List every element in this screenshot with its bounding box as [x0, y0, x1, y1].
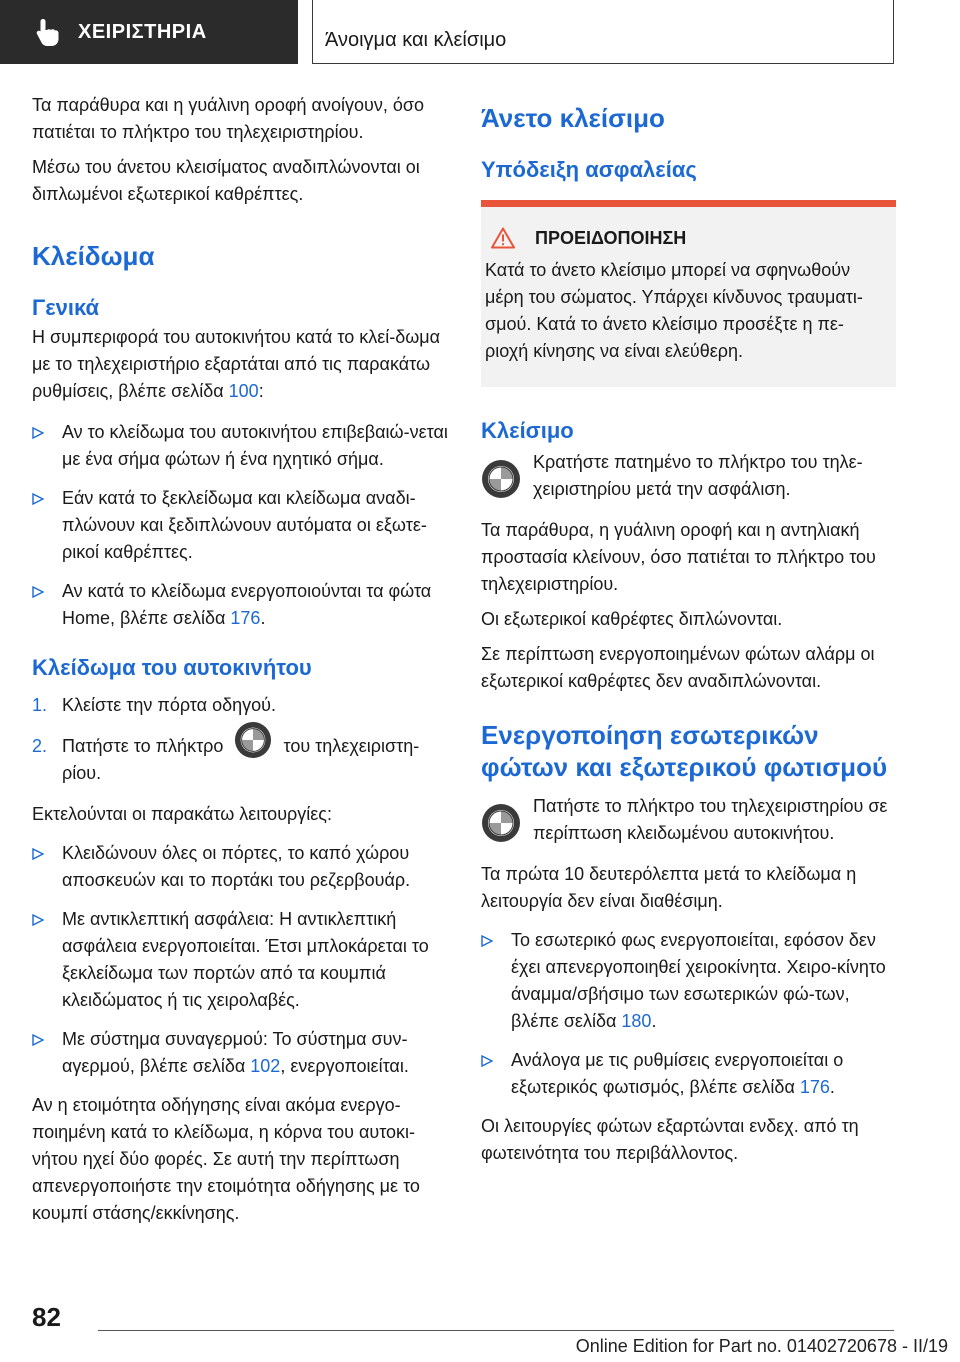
general-paragraph: Η συμπεριφορά του αυτοκινήτου κατά το κλεί-δωμα με το τηλεχειριστήριο εξαρτάται από τις παρακάτω ρυθμίσεις, βλέπε σελίδα 100:	[32, 327, 441, 401]
hand-pointer-icon	[34, 17, 62, 47]
page-number: 82	[32, 1302, 61, 1332]
list-item: Με αντικλεπτική ασφάλεια: Η αντικλεπτική ασφάλεια ενεργοποιείται. Έτσι μπλοκάρεται το ξεκλείδωμα των πορτών από τα κουμπιά κλειδώματος ή τις χειρολαβές.	[32, 906, 448, 1014]
step-item: 1. Κλείστε την πόρτα οδηγού.	[32, 695, 276, 715]
warning-triangle-icon	[491, 227, 515, 249]
closing-paragraph-3: Σε περίπτωση ενεργοποιημένων φώτων αλάρμ οι εξωτερικοί καθρέφτες δεν αναδιπλώνονται.	[481, 644, 875, 691]
list-item: Με σύστημα συναγερμού: Το σύστημα συν-αγερμού, βλέπε σελίδα 102, ενεργοποιείται.	[32, 1026, 448, 1080]
header-chapter-box	[312, 0, 894, 64]
header-section-label: ΧΕΙΡΙΣΤΗΡΙΑ	[78, 20, 207, 43]
bmw-key-button-icon	[481, 459, 521, 499]
list-item: Αν κατά το κλείδωμα ενεργοποιούνται τα φώτα Home, βλέπε σελίδα 176.	[32, 578, 448, 632]
heading-car-lock: Κλείδωμα του αυτοκινήτου	[32, 655, 312, 680]
lights-paragraph-2: Οι λειτουργίες φώτων εξαρτώνται ενδεχ. από τη φωτεινότητα του περιβάλλοντος.	[481, 1116, 859, 1163]
intro-paragraph-1: Τα παράθυρα και η γυάλινη οροφή ανοίγουν, όσο πατιέται το πλήκτρο του τηλεχειριστηρίου.	[32, 95, 424, 142]
chapter-title: Άνοιγμα και κλείσιμο	[325, 29, 507, 51]
lights-paragraph-1: Τα πρώτα 10 δευτερόλεπτα μετά το κλείδωμα η λειτουργία δεν είναι διαθέσιμη.	[481, 864, 857, 911]
triangle-bullet-icon	[481, 935, 493, 947]
list-item: Εάν κατά το ξεκλείδωμα και κλείδωμα αναδι-πλώνουν και ξεδιπλώνουν αυτόματα οι εξωτε-ρικοί καθρέπτες.	[32, 485, 448, 566]
heading-lights: Ενεργοποίηση εσωτερικών φώτων και εξωτερικού φωτισμού	[481, 720, 888, 782]
heading-closing: Κλείσιμο	[481, 418, 574, 443]
step-item: 2. Πατήστε το πλήκτρο του τηλεχειριστη-ρίου.	[32, 733, 448, 787]
intro-paragraph-2: Μέσω του άνετου κλεισίματος αναδιπλώνονται οι διπλωμένοι εξωτερικοί καθρέπτες.	[32, 157, 420, 204]
warning-text: Κατά το άνετο κλείσιμο μπορεί να σφηνωθούν μέρη του σώματος. Υπάρχει κίνδυνος τραυματι-σμού. Κατά το άνετο κλείσιμο προσέξτε η πε-ριοχή κίνησης να είναι ελεύθερη.	[485, 260, 863, 361]
lights-instruction: Πατήστε το πλήκτρο του τηλεχειριστηρίου σε περίπτωση κλειδωμένου αυτοκινήτου.	[481, 793, 896, 847]
closing-paragraph-1: Τα παράθυρα, η γυάλινη οροφή και η αντηλιακή προστασία κλείνουν, όσο πατιέται το πλήκτρο του τηλεχειριστηρίου.	[481, 520, 876, 594]
triangle-bullet-icon	[32, 493, 44, 505]
lights-list	[481, 927, 896, 1101]
bmw-key-button-icon	[481, 803, 521, 843]
closing-paragraph: Αν η ετοιμότητα οδήγησης είναι ακόμα ενεργο-ποιημένη κατά το κλείδωμα, η κόρνα του αυτοκι-νήτου ηχεί δύο φορές. Σε αυτή την περίπτωση απενεργοποιήστε την ετοιμότητα οδήγησης με το κουμπί στάσης/εκκίνησης.	[32, 1095, 420, 1223]
left-column	[32, 92, 448, 1227]
page-link-180[interactable]: 180	[621, 1011, 652, 1031]
right-column	[481, 102, 896, 1167]
footer-divider	[98, 1330, 894, 1331]
triangle-bullet-icon	[32, 427, 44, 439]
triangle-bullet-icon	[32, 586, 44, 598]
heading-lock: Κλείδωμα	[32, 241, 155, 271]
bmw-key-button-icon	[234, 721, 272, 759]
triangle-bullet-icon	[32, 1034, 44, 1046]
closing-instruction: Κρατήστε πατημένο το πλήκτρο του τηλε-χειριστηρίου μετά την ασφάλιση.	[481, 449, 896, 503]
triangle-bullet-icon	[32, 914, 44, 926]
triangle-bullet-icon	[32, 848, 44, 860]
functions-intro: Εκτελούνται οι παρακάτω λειτουργίες:	[32, 804, 332, 824]
header-section-tab[interactable]	[0, 0, 298, 64]
warning-title	[485, 227, 884, 249]
list-item: Αν το κλείδωμα του αυτοκινήτου επιβεβαιώ-νεται με ένα σήμα φώτων ή ένα ηχητικό σήμα.	[32, 419, 448, 473]
warning-label: ΠΡΟΕΙΔΟΠΟΙΗΣΗ	[535, 227, 687, 248]
closing-paragraph-2: Οι εξωτερικοί καθρέφτες διπλώνονται.	[481, 609, 783, 629]
page-link-100[interactable]: 100	[228, 381, 259, 401]
car-lock-steps	[32, 692, 448, 787]
page-link-176[interactable]: 176	[230, 608, 261, 628]
heading-safety-note: Υπόδειξη ασφαλείας	[481, 157, 697, 182]
page-link-102[interactable]: 102	[250, 1056, 281, 1076]
lock-functions-list	[32, 840, 448, 1080]
warning-box	[481, 200, 896, 387]
list-item: Ανάλογα με τις ρυθμίσεις ενεργοποιείται ο εξωτερικός φωτισμός, βλέπε σελίδα 176.	[481, 1047, 896, 1101]
footer-edition: Online Edition for Part no. 01402720678 - II/19	[575, 1336, 948, 1356]
lock-settings-list	[32, 419, 448, 632]
page-link-176[interactable]: 176	[799, 1077, 830, 1097]
heading-comfort-closing: Άνετο κλείσιμο	[481, 103, 665, 133]
heading-general: Γενικά	[32, 295, 100, 320]
list-item: Κλειδώνουν όλες οι πόρτες, το καπό χώρου αποσκευών και το πορτάκι του ρεζερβουάρ.	[32, 840, 448, 894]
triangle-bullet-icon	[481, 1055, 493, 1067]
list-item: Το εσωτερικό φως ενεργοποιείται, εφόσον δεν έχει απενεργοποιηθεί χειροκίνητα. Χειρο-κίνητο άναμμα/σβήσιμο των εσωτερικών φώ-των, βλέπε σελίδα 180.	[481, 927, 896, 1035]
